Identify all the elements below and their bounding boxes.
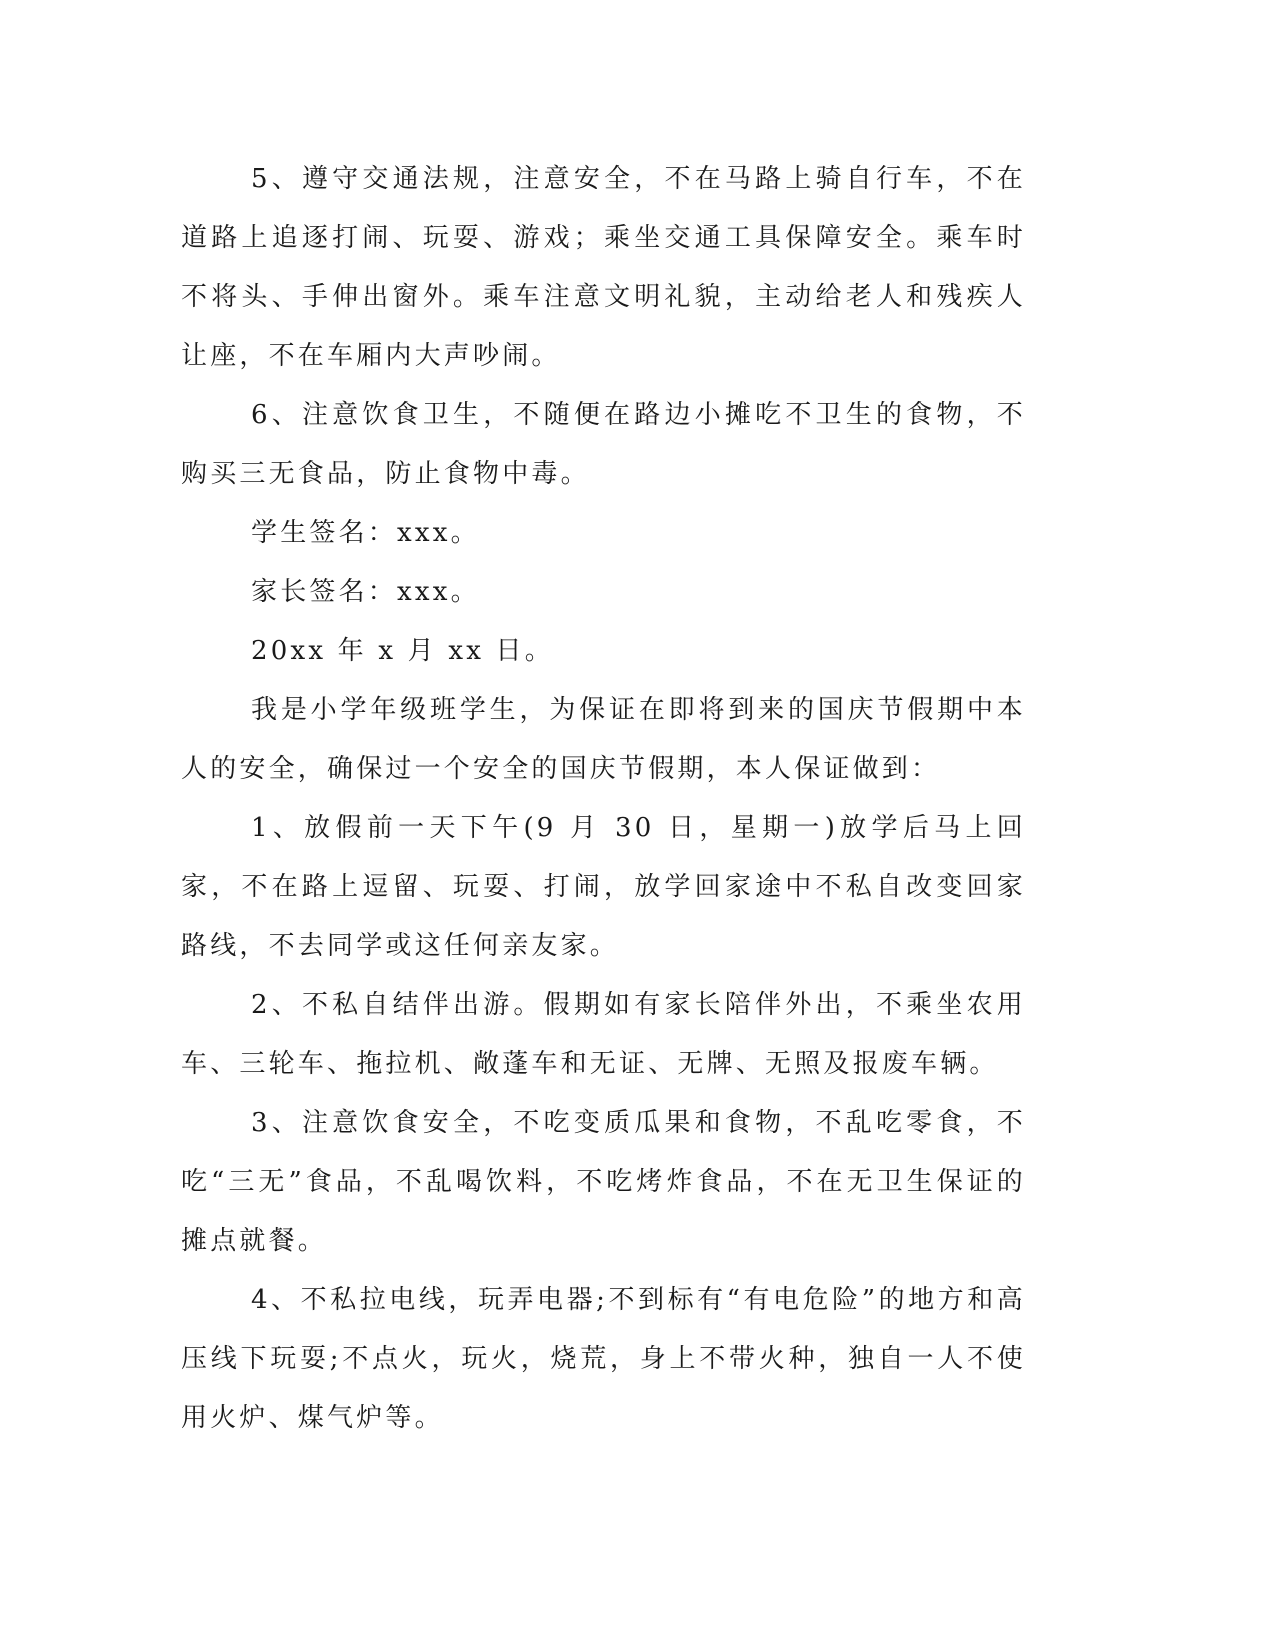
pledge-item-4: 4、不私拉电线，玩弄电器;不到标有“有电危险”的地方和高压线下玩耍;不点火，玩火，烧荒，身上不带火种，独自一人不使用火炉、煤气炉等。 bbox=[181, 1285, 1026, 1433]
document-page bbox=[181, 150, 1026, 1448]
pledge-item-1: 1、放假前一天下午(9 月 30 日，星期一)放学后马上回家，不在路上逗留、玩耍、打闹，放学回家途中不私自改变回家路线，不去同学或这任何亲友家。 bbox=[181, 813, 1026, 961]
paragraph-item-5: 5、遵守交通法规，注意安全，不在马路上骑自行车，不在道路上追逐打闹、玩耍、游戏；乘坐交通工具保障安全。乘车时不将头、手伸出窗外。乘车注意文明礼貌，主动给老人和残疾人让座，不在车厢内大声吵闹。 bbox=[181, 164, 1026, 371]
pledge-intro: 我是小学年级班学生，为保证在即将到来的国庆节假期中本人的安全，确保过一个安全的国庆节假期，本人保证做到： bbox=[181, 695, 1026, 784]
student-signature: 学生签名：xxx。 bbox=[251, 518, 480, 548]
paragraph-item-6: 6、注意饮食卫生，不随便在路边小摊吃不卫生的食物，不购买三无食品，防止食物中毒。 bbox=[181, 400, 1026, 489]
document-date: 20xx 年 x 月 xx 日。 bbox=[251, 636, 554, 666]
pledge-item-2: 2、不私自结伴出游。假期如有家长陪伴外出，不乘坐农用车、三轮车、拖拉机、敞蓬车和无证、无牌、无照及报废车辆。 bbox=[181, 990, 1026, 1079]
pledge-item-3: 3、注意饮食安全，不吃变质瓜果和食物，不乱吃零食，不吃“三无”食品，不乱喝饮料，不吃烤炸食品，不在无卫生保证的摊点就餐。 bbox=[181, 1108, 1026, 1256]
parent-signature: 家长签名：xxx。 bbox=[251, 577, 480, 607]
